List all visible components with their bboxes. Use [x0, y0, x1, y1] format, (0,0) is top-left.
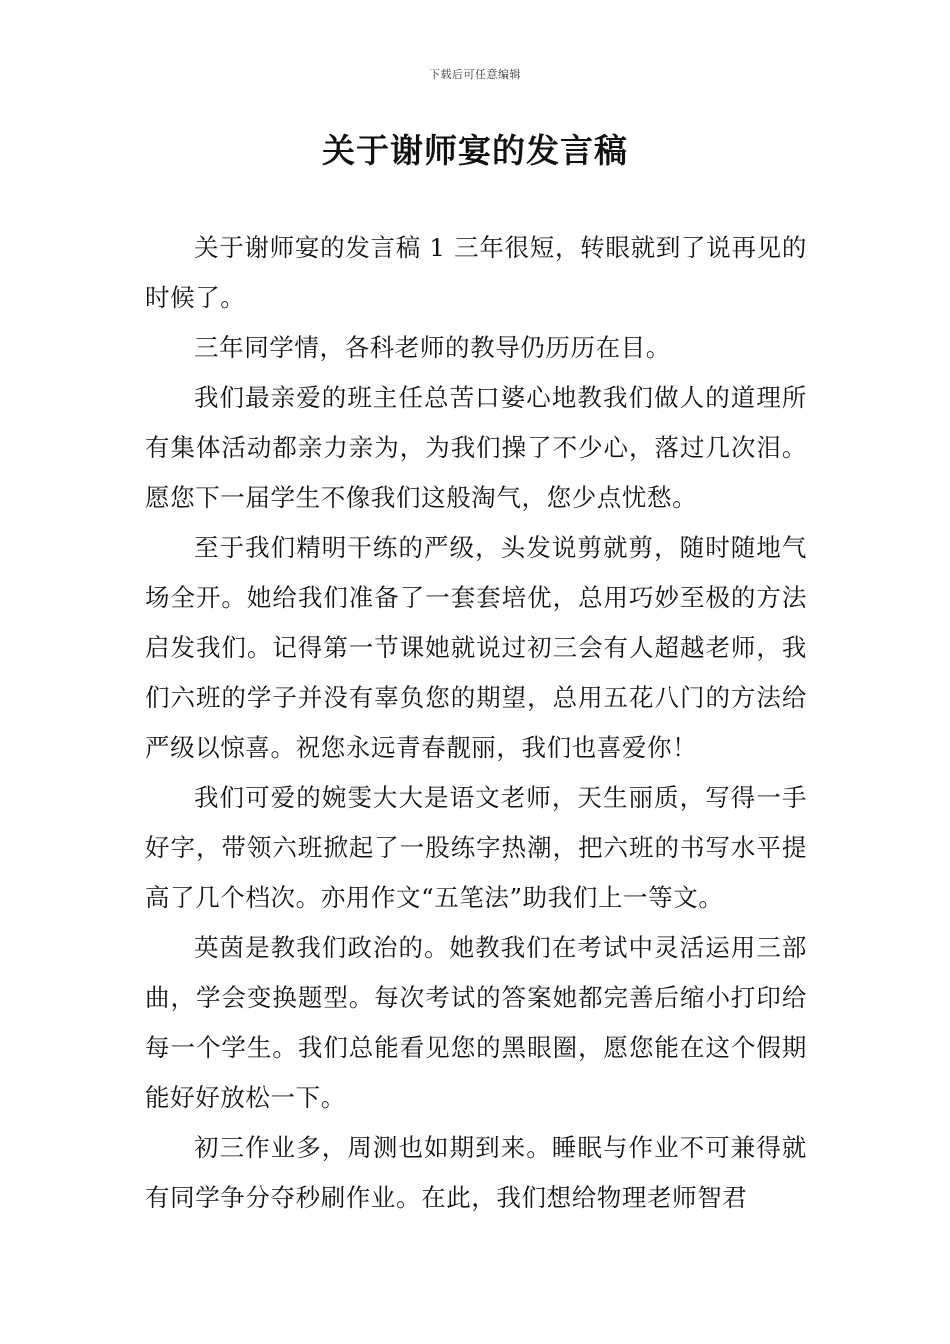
paragraph-7: 初三作业多，周测也如期到来。睡眠与作业不可兼得就有同学争分夺秒刷作业。在此，我们想给物理老师智君: [145, 1133, 807, 1212]
document-title: 关于谢师宴的发言稿: [322, 131, 628, 170]
paragraph-5: 我们可爱的婉雯大大是语文老师，天生丽质，写得一手好字，带领六班掀起了一股练字热潮，把六班的书写水平提高了几个档次。亦用作文“五笔法”助我们上一等文。: [145, 783, 807, 912]
paragraph-1: 关于谢师宴的发言稿 1 三年很短，转眼就到了说再见的时候了。: [145, 233, 807, 312]
paragraph-6: 英茵是教我们政治的。她教我们在考试中灵活运用三部曲，学会变换题型。每次考试的答案她都完善后缩小打印给每一个学生。我们总能看见您的黑眼圈，愿您能在这个假期能好好放松一下。: [145, 933, 807, 1112]
document-body: [145, 223, 807, 1223]
paragraph-4: 至于我们精明干练的严级，头发说剪就剪，随时随地气场全开。她给我们准备了一套套培优，总用巧妙至极的方法启发我们。记得第一节课她就说过初三会有人超越老师，我们六班的学子并没有辜负您的期望，总用五花八门的方法给严级以惊喜。祝您永远青春靓丽，我们也喜爱你！: [145, 533, 807, 762]
paragraph-2: 三年同学情，各科老师的教导仍历历在目。: [194, 333, 671, 362]
header-note: 下载后可任意编辑: [429, 68, 521, 81]
paragraph-3: 我们最亲爱的班主任总苦口婆心地教我们做人的道理所有集体活动都亲力亲为，为我们操了不少心，落过几次泪。愿您下一届学生不像我们这般淘气，您少点忧愁。: [145, 383, 807, 512]
